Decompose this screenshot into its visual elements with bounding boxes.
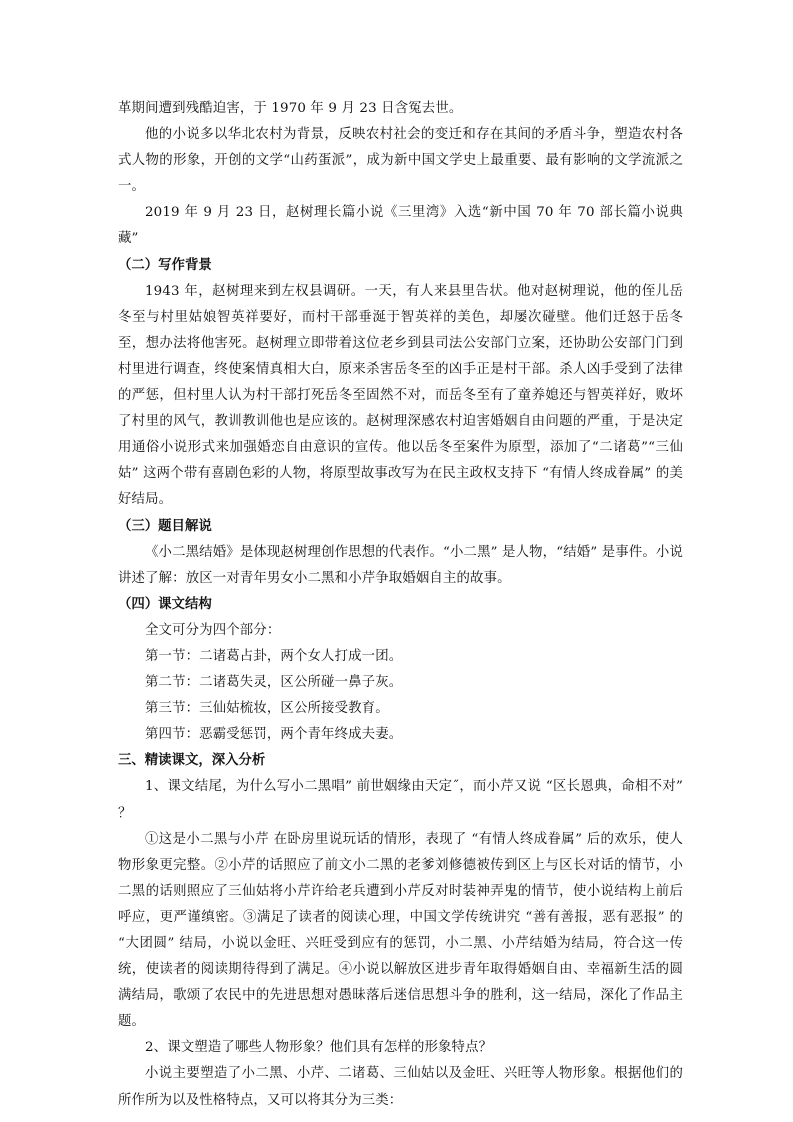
answer-2: 小说主要塑造了小二黑、小芹、二诸葛、三仙姑以及金旺、兴旺等人物形象。根据他们的所作所为以及性格特点，又可以将其分为三类： bbox=[118, 1066, 683, 1108]
question-2: 2、课文塑造了哪些人物形象？他们具有怎样的形象特点？ bbox=[145, 1040, 493, 1056]
heading-title-explanation: （三）题目解说 bbox=[118, 518, 212, 534]
question-1: 1、课文结尾，为什么写小二黑唱” 前世姻缘由天定˝，而小芹又说 “区长恩典，命相不对” ？ bbox=[118, 779, 683, 821]
paragraph-honor: 2019 年 9 月 23 日，赵树理长篇小说《三里湾》入选“新中国 70 年 70 部长篇小说典藏” bbox=[118, 205, 683, 247]
paragraph-style: 他的小说多以华北农村为背景，反映农村社会的变迁和存在其间的矛盾斗争，塑造农村各式人物的形象，开创的文学“山药蛋派”，成为新中国文学史上最重要、最有影响的文学流派之一。 bbox=[118, 127, 683, 195]
structure-item-1: 第一节：二诸葛占卦，两个女人打成一团。 bbox=[145, 648, 403, 664]
answer-1: ①这是小二黑与小芹 在卧房里说玩话的情形，表现了 “有情人终成眷属” 后的欢乐，使人物形象更完整。②小芹的话照应了前文小二黑的老爹刘修德被传到区上与区长对话的情节，小二黑的话则照应了三仙姑将小芹许给老兵遭到小芹反对时装神弄鬼的情节，使小说结构上前后呼应，更严谨缜密。③满足了读者的阅读心理，中国文学传统讲究 “善有善报，恶有恶报” 的 “大团圆” 结局，小说以金旺、兴旺受到应有的惩罚，小二黑、小芹结婚为结局，符合这一传统，使读者的阅读期待得到了满足。④小说以解放区进步青年取得婚姻自由、幸福新生活的圆满结局，歌颂了农民中的先进思想对愚昧落后迷信思想斗争的胜利，这一结局，深化了作品主题。 bbox=[118, 831, 683, 1030]
structure-item-4: 第四节：恶霸受惩罚，两个青年终成夫妻。 bbox=[145, 727, 403, 743]
heading-structure: （四）课文结构 bbox=[118, 596, 212, 612]
heading-background: （二）写作背景 bbox=[118, 257, 212, 273]
heading-analysis: 三、精读课文，深入分析 bbox=[118, 753, 266, 769]
paragraph-title-explanation: 《小二黑结婚》是体现赵树理创作思想的代表作。“小二黑” 是人物，“结婚” 是事件。小说讲述了解：放区一对青年男女小二黑和小芹争取婚姻自主的故事。 bbox=[118, 544, 683, 586]
paragraph-structure-intro: 全文可分为四个部分： bbox=[145, 622, 281, 638]
paragraph-background: 1943 年，赵树理来到左权县调研。一天，有人来县里告状。他对赵树理说，他的侄儿岳冬至与村里姑娘智英祥要好，而村干部垂涎于智英祥的美色，却屡次碰壁。他们迁怒于岳冬至，想办法将他害死。赵树理立即带着这位老乡到县司法公安部门立案，还协助公安部门门到村里进行调查，终使案情真相大白，原来杀害岳冬至的凶手正是村干部。杀人凶手受到了法律的严惩，但村里人认为村干部打死岳冬至固然不对，而岳冬至有了童养媳还与智英祥好，败坏了村里的风气，教训教训他也是应该的。赵树理深感农村迫害婚姻自由问题的严重，于是决定用通俗小说形式来加强婚恋自由意识的宣传。他以岳冬至案件为原型，添加了“二诸葛”“三仙姑” 这两个带有喜剧色彩的人物，将原型故事改写为在民主政权支持下 “有情人终成眷属” 的美好结局。 bbox=[118, 283, 683, 508]
paragraph-intro-end: 革期间遭到残酷迫害，于 1970 年 9 月 23 日含冤去世。 bbox=[118, 101, 463, 116]
document-page bbox=[118, 96, 683, 1114]
structure-item-3: 第三节：三仙姑梳妆，区公所接受教育。 bbox=[145, 701, 389, 717]
structure-item-2: 第二节：二诸葛失灵，区公所碰一鼻子灰。 bbox=[145, 675, 403, 691]
